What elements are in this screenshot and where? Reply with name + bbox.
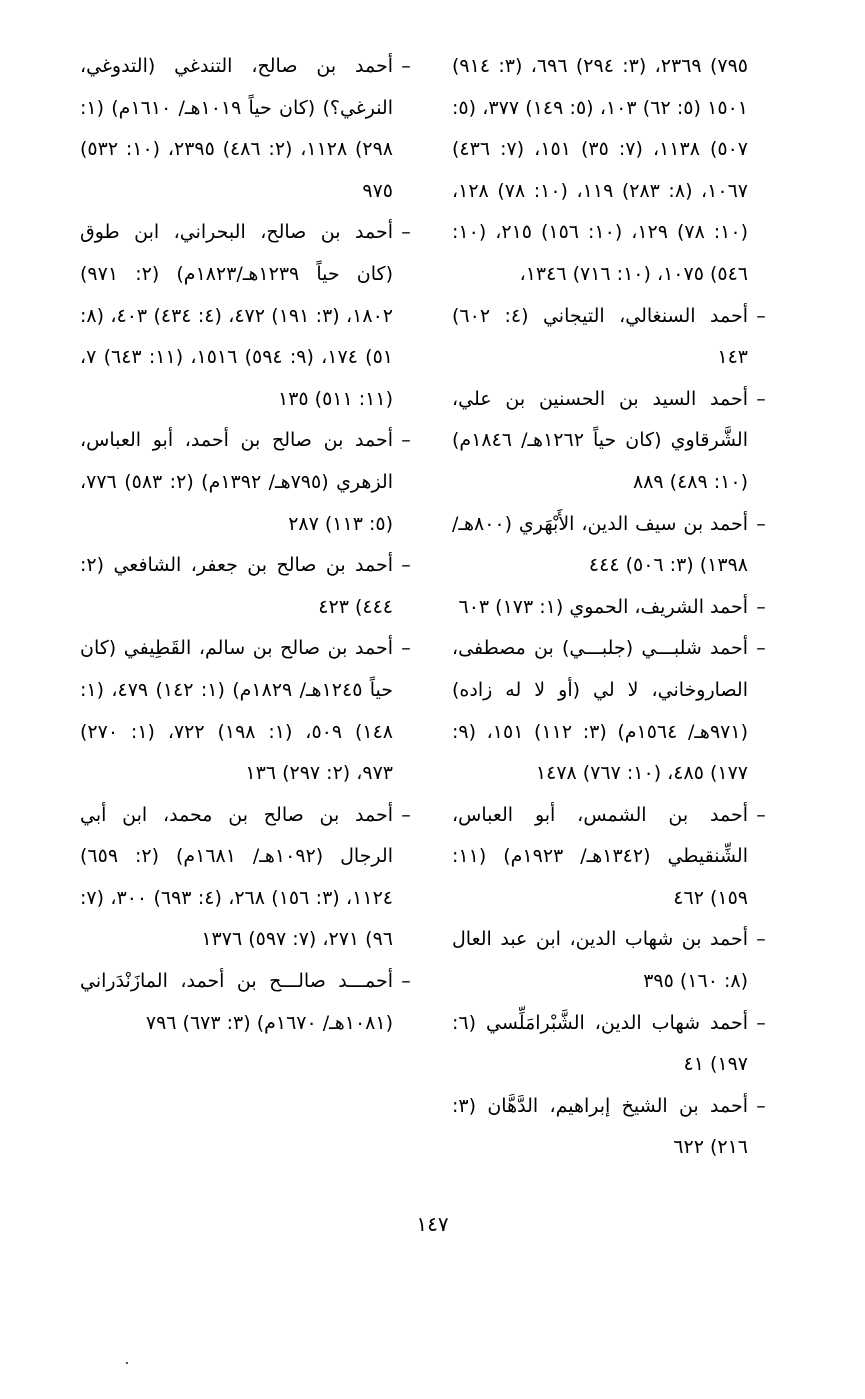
- entry-dash: –: [756, 1094, 766, 1117]
- entry-dash: –: [756, 928, 766, 951]
- index-entry: – أحمد شهاب الدين، الشَّبْرامَلِّسي (٦: ١٩٧) ٤١: [452, 1003, 770, 1086]
- page-number: ١٤٧: [416, 1212, 449, 1236]
- entry-dash: –: [756, 304, 766, 327]
- index-entry: – أحمد بن صالح بن جعفر، الشافعي (٢: ٤٤٤) ٤٢٣: [80, 545, 415, 628]
- index-entry: – أحمد بن شهاب الدين، ابن عبد العال (٨: ١٦٠) ٣٩٥: [452, 919, 770, 1002]
- index-entry: – أحمد بن صالح بن سالم، القَطِيفي (كان حياً ١٢٤٥هـ/ ١٨٢٩م) (١: ١٤٢) ٤٧٩، (١: ١٤٨) ٥٠٩، (١: ١٩٨) ٧٢٢، (١: ٢٧٠) ٩٧٣، (٢: ٢٩٧) ١٣٦: [80, 628, 415, 794]
- entry-dash: –: [756, 1011, 766, 1034]
- index-entry: – أحمد بن سيف الدين، الأَبْهَري (٨٠٠هـ/ ١٣٩٨) (٣: ٥٠٦) ٤٤٤: [452, 504, 770, 587]
- index-entry: – أحمد بن صالح بن محمد، ابن أبي الرجال (١٠٩٢هـ/ ١٦٨١م) (٢: ٦٥٩) ١١٢٤، (٣: ١٥٦) ٢٦٨، (٤: ٦٩٣) ٣٠٠، (٧: ٩٦) ٢٧١، (٧: ٥٩٧) ١٣٧٦: [80, 795, 415, 961]
- index-column-right: [452, 46, 770, 1169]
- entry-dash: –: [401, 221, 411, 244]
- entry-dash: –: [756, 595, 766, 618]
- entry-dash: –: [401, 55, 411, 77]
- index-entry: – أحمد شلبـــي (جلبـــي) بن مصطفى، الصاروخاني، لا لي (أو لا له زاده) (٩٧١هـ/ ١٥٦٤م) (٣: ١١٢) ١٥١، (٩: ١٧٧) ٤٨٥، (١٠: ٧٦٧) ١٤٧٨: [452, 628, 770, 794]
- entry-dash: –: [756, 512, 766, 535]
- scan-speck: [126, 1362, 128, 1364]
- index-entry: ٧٩٥) ٢٣٦٩، (٣: ٢٩٤) ٦٩٦، (٣: ٩١٤) ١٥٠١ (٥: ٦٢) ١٠٣، (٥: ١٤٩) ٣٧٧، (٥: ٥٠٧) ١١٣٨، (٧: ٣٥) ١٥١، (٧: ٤٣٦) ١٠٦٧، (٨: ٢٨٣) ١١٩، (١٠: ٧٨) ١٢٨، (١٠: ٧٨) ١٢٩، (١٠: ١٥٦) ٢١٥، (١٠: ٥٤٦) ١٠٧٥، (١٠: ٧١٦) ١٣٤٦،: [452, 55, 749, 285]
- index-entry: – أحمـــد صالـــح بن أحمد، المازَنْدَراني (١٠٨١هـ/ ١٦٧٠م) (٣: ٦٧٣) ٧٩٦: [80, 961, 415, 1044]
- entry-dash: –: [756, 803, 766, 826]
- index-entry: – أحمد بن صالح بن أحمد، أبو العباس، الزهري (٧٩٥هـ/ ١٣٩٢م) (٢: ٥٨٣) ٧٧٦، (٥: ١١٣) ٢٨٧: [80, 420, 415, 545]
- entry-dash: –: [756, 637, 766, 660]
- index-entry: – أحمد بن الشيخ إبراهيم، الدَّهَّان (٣: ٢١٦) ٦٢٢: [452, 1086, 770, 1169]
- index-entry: – أحمد السيد بن الحسنين بن علي، الشَّرقاوي (كان حياً ١٢٦٢هـ/ ١٨٤٦م) (١٠: ٤٨٩) ٨٨٩: [452, 379, 770, 504]
- entry-dash: –: [401, 637, 411, 660]
- index-column-left: [80, 46, 415, 1044]
- entry-dash: –: [756, 387, 766, 410]
- index-entry: – أحمد السنغالي، التيجاني (٤: ٦٠٢) ١٤٣: [452, 296, 770, 379]
- index-entry: – أحمد الشريف، الحموي (١: ١٧٣) ٦٠٣: [452, 587, 770, 629]
- index-entry: – أحمد بن الشمس، أبو العباس، الشِّنقيطي (١٣٤٢هـ/ ١٩٢٣م) (١١: ١٥٩) ٤٦٢: [452, 795, 770, 920]
- index-entry: – أحمد بن صالح، البحراني، ابن طوق (كان حياً ١٢٣٩هـ/١٨٢٣م) (٢: ٩٧١) ١٨٠٢، (٣: ١٩١) ٤٧٢، (٤: ٤٣٤) ٤٠٣، (٨: ٥١) ١٧٤، (٩: ٥٩٤) ١٥١٦، (١١: ٦٤٣) ٧، (١١: ٥١١) ١٣٥: [80, 212, 415, 420]
- entry-dash: –: [401, 554, 411, 577]
- entry-dash: –: [401, 970, 411, 993]
- index-entry: – أحمد بن صالح، التندغي (التدوغي، النرغي؟) (كان حياً ١٠١٩هـ/ ١٦١٠م) (١: ٢٩٨) ١١٢٨، (٢: ٤٨٦) ٢٣٩٥، (١٠: ٥٣٢) ٩٧٥: [80, 46, 415, 212]
- entry-dash: –: [401, 429, 411, 452]
- entry-dash: –: [401, 803, 411, 826]
